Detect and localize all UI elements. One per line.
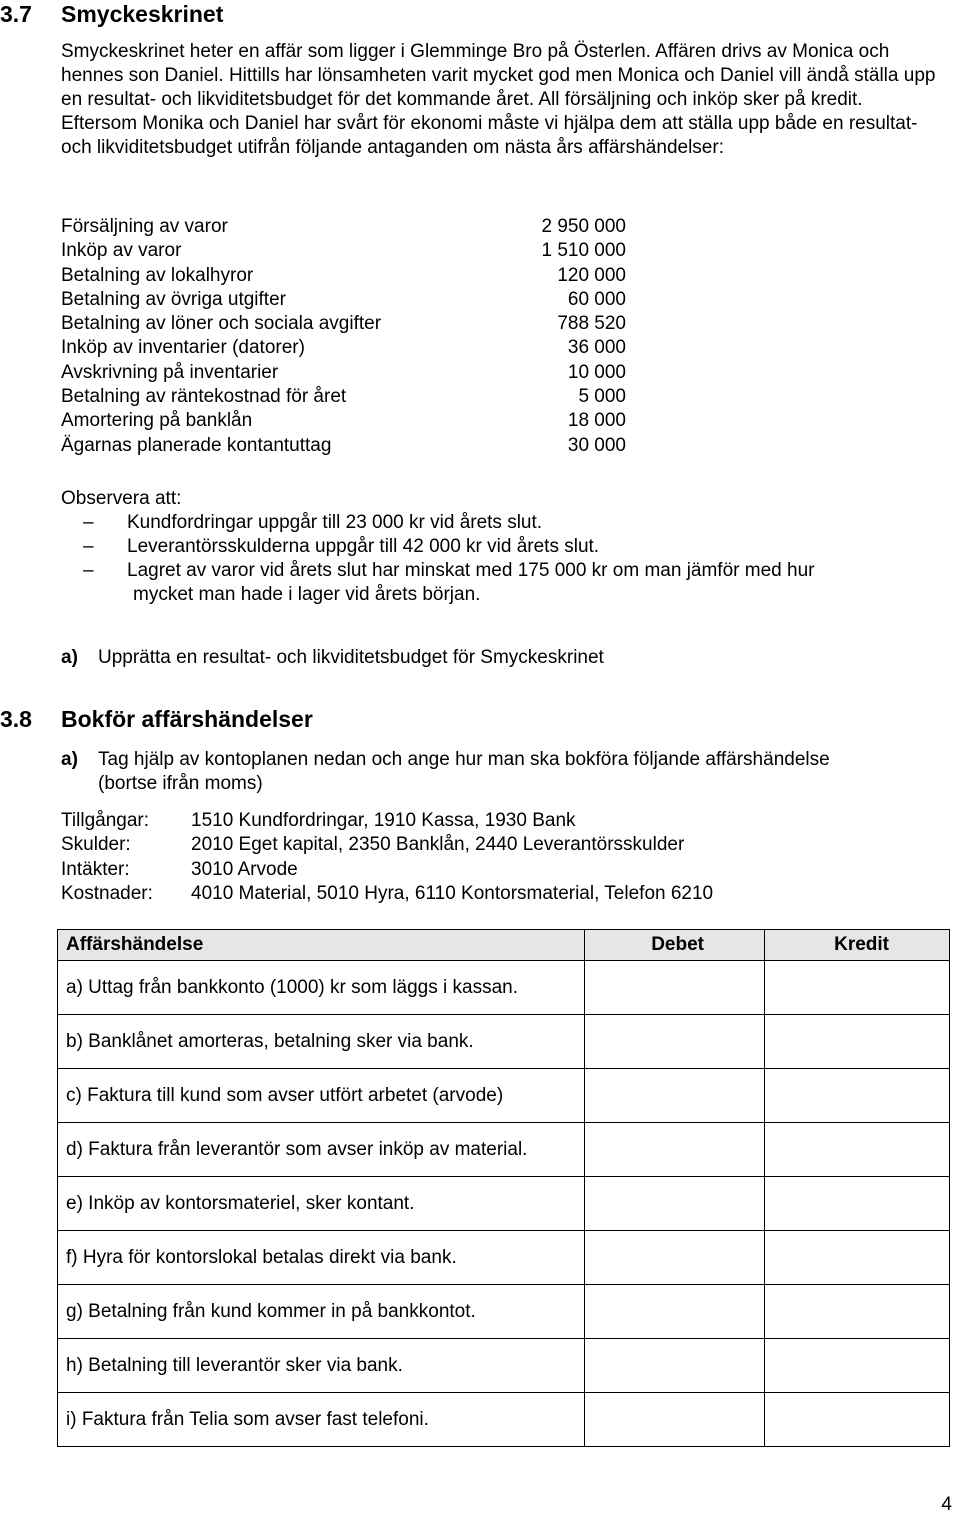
- budget-row: [61, 409, 661, 433]
- budget-value: 36 000: [567, 337, 626, 359]
- note-text-continued: mycket man hade i lager vid årets början.: [133, 584, 481, 605]
- budget-row: [61, 361, 661, 385]
- debit-cell[interactable]: [585, 961, 765, 1015]
- header-event: Affärshändelse: [58, 930, 585, 961]
- credit-cell[interactable]: [765, 1123, 950, 1177]
- table-row: [58, 961, 950, 1015]
- intro-text: Smyckeskrinet heter en affär som ligger i Glemminge Bro på Österlen. Affären drivs av Monica och hennes son Daniel. Hittills har lönsamheten varit mycket god men Monica och Daniel vill ändå ställa upp en resultat- och likviditetsbudget för det kommande året. All försäljning och inköp sker på kredit. Eftersom Monika och Daniel har svårt för ekonomi måste vi hjälpa dem att ställa upp både en resultat- och likviditetsbudget utifrån följande antaganden om nästa års affärshändelser:: [61, 41, 936, 158]
- credit-cell[interactable]: [765, 1177, 950, 1231]
- table-row: [58, 1015, 950, 1069]
- budget-value: 30 000: [567, 434, 626, 456]
- task-a-3-7: [61, 646, 941, 670]
- budget-value: 2 950 000: [541, 216, 626, 237]
- task-a-3-8: [61, 748, 941, 796]
- note-text: Lagret av varor vid årets slut har minskat med 175 000 kr om man jämför med hur: [127, 560, 815, 581]
- budget-row: [61, 215, 661, 239]
- event-cell: i) Faktura från Telia som avser fast telefoni.: [58, 1393, 585, 1447]
- note-item: [61, 511, 941, 535]
- section-title: Bokför affärshändelser: [61, 706, 313, 732]
- credit-cell[interactable]: [765, 1339, 950, 1393]
- table-row: [58, 1339, 950, 1393]
- budget-row: [61, 312, 661, 336]
- header-credit: Kredit: [765, 930, 950, 961]
- event-cell: g) Betalning från kund kommer in på bankkontot.: [58, 1285, 585, 1339]
- dash-bullet: –: [83, 512, 94, 533]
- account-category: Skulder:: [61, 834, 131, 856]
- event-cell: a) Uttag från bankkonto (1000) kr som läggs i kassan.: [58, 961, 585, 1015]
- table-row: [58, 1231, 950, 1285]
- task-letter: a): [61, 647, 78, 668]
- credit-cell[interactable]: [765, 1285, 950, 1339]
- budget-row: [61, 288, 661, 312]
- budget-label: Inköp av inventarier (datorer): [61, 337, 305, 359]
- task-text-continued: (bortse ifrån moms): [98, 773, 263, 794]
- section-number: 3.7: [0, 1, 32, 27]
- account-category-row: [61, 809, 941, 833]
- budget-label: Betalning av löner och sociala avgifter: [61, 313, 382, 335]
- task-letter: a): [61, 749, 78, 770]
- table-row: [58, 1393, 950, 1447]
- budget-value: 10 000: [567, 361, 626, 383]
- notes-title: Observera att:: [61, 488, 182, 509]
- budget-label: Betalning av lokalhyror: [61, 264, 254, 286]
- task-text: Upprätta en resultat- och likviditetsbudget för Smyckeskrinet: [98, 647, 604, 668]
- debit-cell[interactable]: [585, 1393, 765, 1447]
- intro-paragraph: [61, 40, 941, 160]
- debit-cell[interactable]: [585, 1231, 765, 1285]
- budget-label: Inköp av varor: [61, 240, 182, 262]
- note-item: [61, 535, 941, 559]
- budget-row: [61, 434, 661, 458]
- credit-cell[interactable]: [765, 1015, 950, 1069]
- budget-row: [61, 385, 661, 409]
- budget-value: 5 000: [578, 386, 626, 408]
- table-row: [58, 1123, 950, 1177]
- account-list: 2010 Eget kapital, 2350 Banklån, 2440 Leverantörsskulder: [191, 834, 685, 856]
- credit-cell[interactable]: [765, 1393, 950, 1447]
- account-category: Tillgångar:: [61, 810, 150, 831]
- budget-label: Försäljning av varor: [61, 216, 228, 237]
- account-list: 3010 Arvode: [191, 858, 298, 880]
- section-heading-3-7: [0, 0, 223, 28]
- note-text: Leverantörsskulderna uppgår till 42 000 kr vid årets slut.: [127, 536, 600, 557]
- budget-row: [61, 264, 661, 288]
- event-cell: h) Betalning till leverantör sker via bank.: [58, 1339, 585, 1393]
- event-cell: c) Faktura till kund som avser utfört arbetet (arvode): [58, 1069, 585, 1123]
- notes-block: [61, 487, 941, 607]
- credit-cell[interactable]: [765, 1069, 950, 1123]
- table-row: [58, 1069, 950, 1123]
- debit-cell[interactable]: [585, 1285, 765, 1339]
- event-cell: d) Faktura från leverantör som avser inköp av material.: [58, 1123, 585, 1177]
- account-category-row: [61, 882, 941, 906]
- debit-cell[interactable]: [585, 1339, 765, 1393]
- event-cell: e) Inköp av kontorsmateriel, sker kontant.: [58, 1177, 585, 1231]
- credit-cell[interactable]: [765, 961, 950, 1015]
- debit-cell[interactable]: [585, 1123, 765, 1177]
- debit-cell[interactable]: [585, 1069, 765, 1123]
- event-cell: f) Hyra för kontorslokal betalas direkt via bank.: [58, 1231, 585, 1285]
- note-text: Kundfordringar uppgår till 23 000 kr vid årets slut.: [127, 512, 543, 533]
- budget-label: Amortering på banklån: [61, 410, 253, 432]
- dash-bullet: –: [83, 560, 94, 581]
- budget-row: [61, 239, 661, 263]
- account-list: 1510 Kundfordringar, 1910 Kassa, 1930 Bank: [191, 810, 576, 831]
- account-category-row: [61, 858, 941, 882]
- debit-cell[interactable]: [585, 1177, 765, 1231]
- note-item: [61, 559, 941, 607]
- budget-value: 120 000: [557, 264, 626, 286]
- budget-value: 60 000: [567, 288, 626, 310]
- budget-value: 1 510 000: [541, 240, 626, 262]
- budget-value: 18 000: [567, 410, 626, 432]
- page-number: 4: [941, 1494, 952, 1515]
- budget-label: Betalning av övriga utgifter: [61, 288, 286, 310]
- debit-cell[interactable]: [585, 1015, 765, 1069]
- section-number: 3.8: [0, 706, 32, 732]
- section-heading-3-8: [0, 705, 313, 733]
- budget-label: Ägarnas planerade kontantuttag: [61, 434, 332, 456]
- header-debit: Debet: [585, 930, 765, 961]
- table-row: [58, 1177, 950, 1231]
- transaction-table: [57, 929, 950, 1447]
- budget-list: [61, 215, 661, 458]
- section-title: Smyckeskrinet: [61, 1, 224, 27]
- chart-of-accounts: [61, 809, 941, 906]
- account-list: 4010 Material, 5010 Hyra, 6110 Kontorsmaterial, Telefon 6210: [191, 882, 714, 904]
- credit-cell[interactable]: [765, 1231, 950, 1285]
- event-cell: b) Banklånet amorteras, betalning sker via bank.: [58, 1015, 585, 1069]
- budget-label: Avskrivning på inventarier: [61, 361, 279, 383]
- task-text: Tag hjälp av kontoplanen nedan och ange hur man ska bokföra följande affärshändelse: [98, 749, 830, 770]
- account-category: Kostnader:: [61, 882, 153, 904]
- budget-value: 788 520: [557, 313, 626, 335]
- table-header-row: [58, 930, 950, 961]
- account-category: Intäkter:: [61, 858, 130, 880]
- budget-label: Betalning av räntekostnad för året: [61, 386, 347, 408]
- budget-row: [61, 336, 661, 360]
- account-category-row: [61, 833, 941, 857]
- dash-bullet: –: [83, 536, 94, 557]
- table-row: [58, 1285, 950, 1339]
